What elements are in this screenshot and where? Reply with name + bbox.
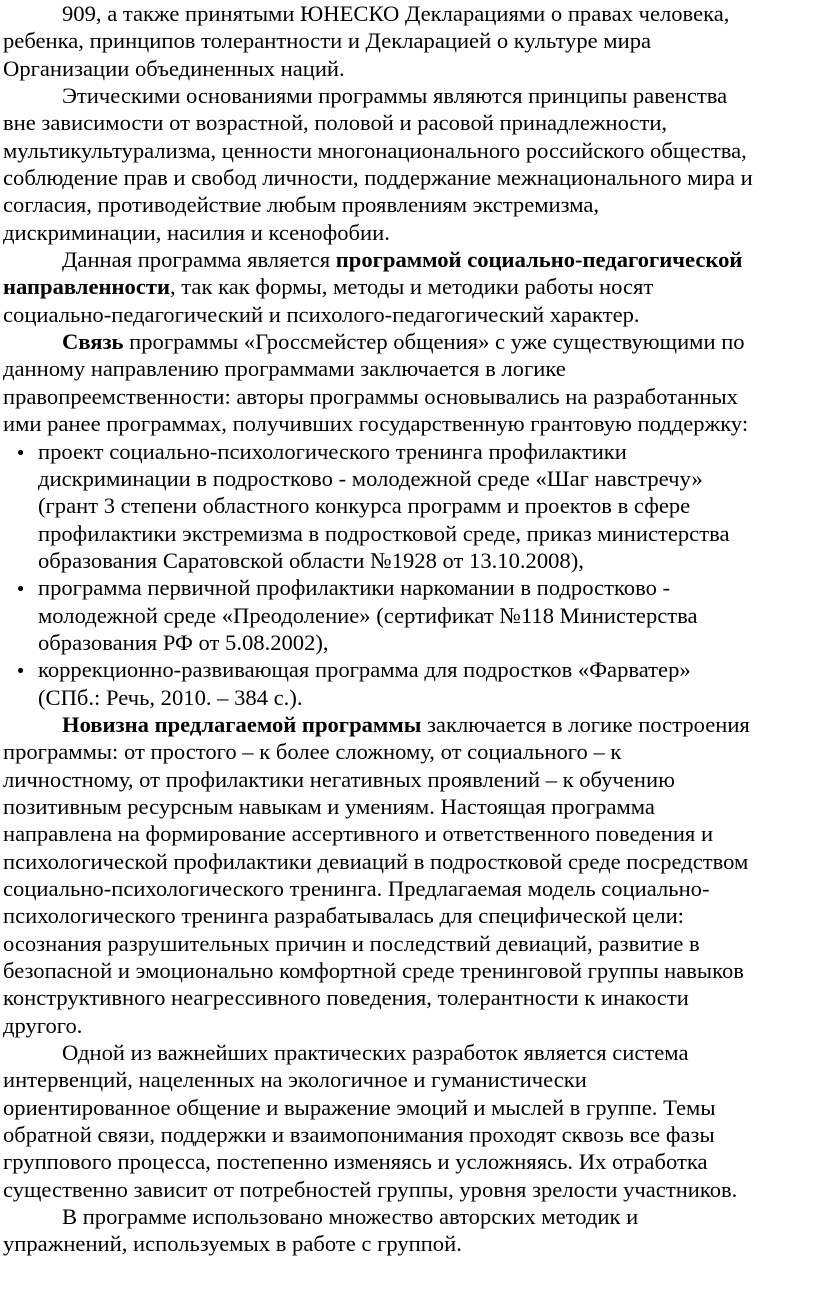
text-line: группового процесса, постепенно изменяясь и усложняясь. Их отработка <box>3 1149 708 1175</box>
text-line: (грант 3 степени областного конкурса программ и проектов в сфере <box>38 493 691 519</box>
bullet-line <box>3 574 814 601</box>
text-line: направлена на формирование ассертивного и ответственного поведения и <box>3 821 714 847</box>
paragraph-novelty <box>3 711 814 1039</box>
text-line: личностному, от профилактики негативных проявлений – к обучению <box>3 766 675 792</box>
text-line: В программе использовано множество авторских методик и <box>62 1204 639 1230</box>
text-line: ребенка, принципов толерантности и Декларацией о культуре мира <box>3 28 652 54</box>
text-line <box>3 711 814 738</box>
text-line: дискриминации в подростково - молодежной среде «Шаг навстречу» <box>38 465 703 491</box>
text-line: программа первичной профилактики наркомании в подростково - <box>38 575 671 601</box>
text-line: Этическими основаниями программы являются принципы равенства <box>62 83 728 109</box>
text-line: социально-психологического тренинга. Предлагаемая модель социально- <box>3 876 710 901</box>
text-line: ориентированное общение и выражение эмоций и мыслей в группе. Темы <box>3 1094 716 1120</box>
text-line: Одной из важнейших практических разработок является система <box>62 1040 689 1066</box>
text-line <box>3 273 814 300</box>
text-line: вне зависимости от возрастной, половой и расовой принадлежности, <box>3 110 668 136</box>
text-line: соблюдение прав и свобод личности, поддержание межнационального мира и <box>3 165 753 191</box>
text-line: мультикультурализма, ценности многонационального российского общества, <box>3 137 747 163</box>
text-line: образования Саратовской области №1928 от 13.10.2008), <box>38 547 584 573</box>
bullet-icon <box>3 438 38 465</box>
text-bold: Связь <box>62 329 124 355</box>
text-line: упражнений, используемых в работе с группой. <box>3 1231 462 1257</box>
text-line: правопреемственности: авторы программы основывались на разработанных <box>3 383 738 409</box>
text-plain: заключается в логике построения <box>421 711 750 737</box>
paragraph-ethics <box>3 82 814 246</box>
text-line: ими ранее программах, получивших государственную грантовую поддержку: <box>3 411 749 437</box>
text-line: (СПб.: Речь, 2010. – 384 с.). <box>38 684 303 710</box>
text-line: психологического тренинга разрабатывалась для специфической цели: <box>3 903 684 929</box>
text-plain: , так как формы, методы и методики работы носят <box>169 274 654 300</box>
text-line: профилактики экстремизма в подростковой среде, приказ министерства <box>38 520 730 546</box>
list-item <box>3 656 814 711</box>
text-bold: программой социально-педагогической <box>335 247 743 273</box>
text-line: существенно зависит от потребностей группы, уровня зрелости участников. <box>3 1176 738 1202</box>
paragraph-connection <box>3 328 814 437</box>
text-bold: направленности <box>3 274 170 300</box>
paragraph-unesco <box>3 0 814 82</box>
text-line: психологической профилактики девиаций в подростковой среде посредством <box>3 848 749 874</box>
text-bold: Новизна предлагаемой программы <box>62 711 422 737</box>
text-line: коррекционно-развивающая программа для подростков «Фарватер» <box>38 657 691 683</box>
bullet-line <box>3 656 814 683</box>
text-line: осознания разрушительных причин и последствий девиаций, развитие в <box>3 930 700 956</box>
text-line: проект социально-психологического тренинга профилактики <box>38 438 627 464</box>
text-line: конструктивного неагрессивного поведения, толерантности к инакости <box>3 985 689 1011</box>
bullet-list <box>3 438 814 711</box>
text-line: образования РФ от 5.08.2002), <box>38 629 329 655</box>
text-line <box>3 246 814 273</box>
paragraph-methods <box>3 1203 814 1258</box>
list-item <box>3 574 814 656</box>
list-item <box>3 438 814 575</box>
text-line: безопасной и эмоционально комфортной среде тренинговой группы навыков <box>3 958 744 984</box>
text-line: позитивным ресурсным навыкам и умениям. Настоящая программа <box>3 793 655 819</box>
text-plain: Данная программа является <box>62 247 336 273</box>
paragraph-interventions <box>3 1039 814 1203</box>
text-line: 909, а также принятыми ЮНЕСКО Декларациями о правах человека, <box>62 1 730 26</box>
text-plain: программы «Гроссмейстер общения» с уже существующими по <box>123 329 745 355</box>
text-line: другого. <box>3 1012 83 1038</box>
text-line: Организации объединенных наций. <box>3 55 345 81</box>
text-line: согласия, противодействие любым проявлениям экстремизма, <box>3 192 600 218</box>
bullet-icon <box>3 656 38 683</box>
text-line: дискриминации, насилия и ксенофобии. <box>3 219 390 245</box>
text-line: молодежной среде «Преодоление» (сертификат №118 Министерства <box>38 602 698 628</box>
paragraph-orientation <box>3 246 814 328</box>
text-line: программы: от простого – к более сложному, от социального – к <box>3 739 622 765</box>
bullet-icon <box>3 574 38 601</box>
text-line: обратной связи, поддержки и взаимопонимания проходят сквозь все фазы <box>3 1122 715 1148</box>
text-line <box>3 328 814 355</box>
text-line: данному направлению программами заключается в логике <box>3 356 566 382</box>
bullet-line <box>3 438 814 465</box>
text-line: интервенций, нацеленных на экологичное и гуманистически <box>3 1067 587 1093</box>
text-line: социально-педагогический и психолого-педагогический характер. <box>3 301 640 327</box>
